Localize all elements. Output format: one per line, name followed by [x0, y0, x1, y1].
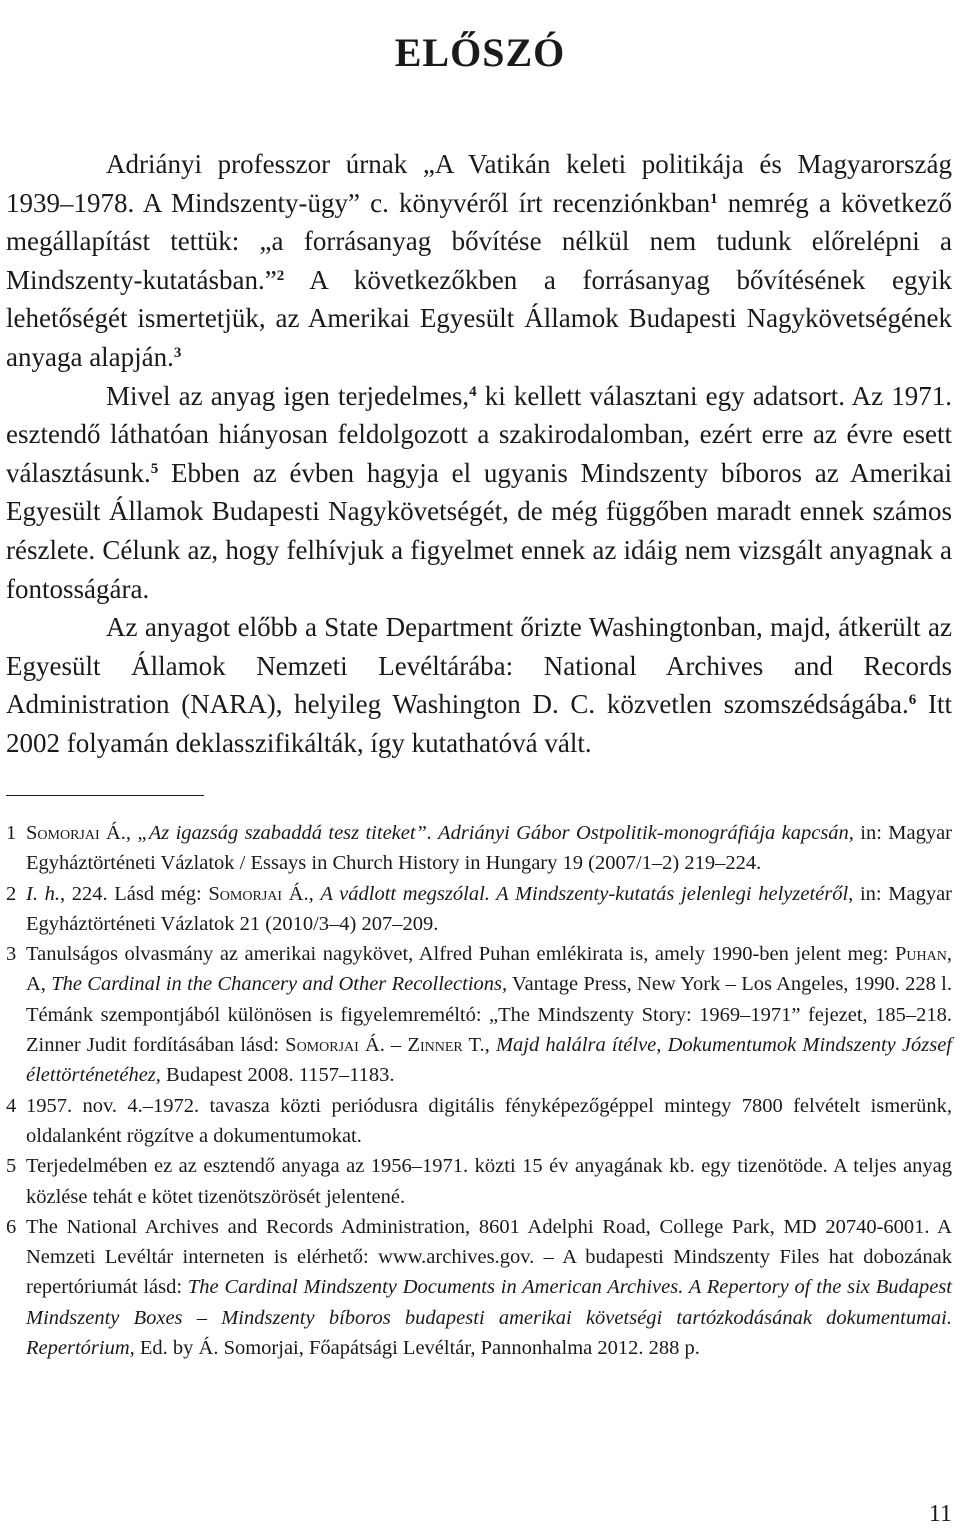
footnote-number: 3: [6, 943, 17, 966]
text-run: ki kellett választani egy adatsort. Az 1971. esztendő láthatóan hiányosan feldolgozott a szakirodalomban, ezért erre az évre esett választásunk.: [6, 380, 952, 488]
author-name: Somorjai Á.: [208, 882, 309, 905]
author-name: Somorjai Á.: [285, 1034, 385, 1057]
footnote-5: [6, 1151, 952, 1212]
footnote-4: [6, 1091, 952, 1152]
footnote-separator: [6, 795, 204, 796]
work-title: Majd halálra ítélve, Dokumentumok Mindszenty József élettörténetéhez,: [26, 1034, 952, 1087]
text-run: ,: [308, 882, 321, 905]
footnote-6: [6, 1212, 952, 1363]
footnote-ref-3: 3: [173, 344, 182, 361]
footnote-text: [26, 1212, 952, 1363]
work-title: The Cardinal in the Chancery and Other Recollections,: [51, 973, 508, 996]
ibid-abbrev: I. h.: [26, 882, 60, 905]
paragraph-1: [6, 145, 952, 377]
author-name: Zinner T.: [407, 1034, 485, 1057]
footnote-ref-4: 4: [469, 383, 477, 400]
footnote-text: Terjedelmében ez az esztendő anyaga az 1956–1971. közti 15 év anyagának kb. egy tizenötöde. A teljes anyag közlése tehát e kötet tizenötszörösét jelentené.: [26, 1155, 952, 1208]
footnote-3: [6, 939, 952, 1090]
chapter-title: ELŐSZÓ: [394, 29, 566, 75]
text-run: Budapest 2008. 1157–1183.: [160, 1064, 395, 1087]
main-text: [6, 145, 952, 763]
text-run: A következőkben a forrásanyag bővítésének egyik lehetőségét ismertetjük, az Amerikai Egyesült Államok Budapesti Nagykövetségének anyaga alapján.: [6, 264, 952, 372]
paragraph-2: [6, 377, 952, 609]
text-run: Adriányi professzor úrnak „A Vatikán keleti politikája és Magyarország 1939–1978. A Mindszenty-ügy” c. könyvéről írt recenziónkban: [6, 149, 952, 218]
text-run: Az anyagot előbb a State Department őrizte Washingtonban, majd, átkerült az Egyesült Államok Nemzeti Levéltárába: National Archives and Records Administration (NARA), helyileg Washington D. C. közvetlen szomszédságába.: [6, 612, 952, 720]
text-run: –: [384, 1034, 408, 1057]
work-title: A vádlott megszólal. A Mindszenty-kutatás jelenlegi helyzetéről,: [320, 882, 854, 905]
footnote-2: [6, 879, 952, 940]
text-run: in: Magyar Egyháztörténeti Vázlatok / Essays in Church History in Hungary 19 (2007/1–2) 219–224.: [26, 822, 953, 875]
footnote-number: 1: [6, 822, 17, 844]
page-number: 11: [928, 1501, 952, 1527]
footnotes: [6, 818, 952, 1363]
footnote-text: [26, 879, 952, 940]
footnote-1: [6, 818, 952, 879]
text-run: ,: [484, 1034, 496, 1057]
work-title: The Cardinal Mindszenty Documents in American Archives. A Repertory of the six Budapest Mindszenty Boxes – Mindszenty bíboros budapesti amerikai követségi tartózkodásának dokumentumai. Repertórium,: [26, 1276, 952, 1360]
footnote-ref-2: 2: [276, 267, 285, 284]
author-name: Puhan: [895, 943, 947, 966]
footnote-number: 4: [6, 1094, 17, 1117]
author-name: Somorjai Á.: [26, 822, 126, 844]
footnote-ref-5: 5: [150, 460, 159, 477]
footnote-text: [26, 939, 952, 1090]
text-run: , A,: [26, 943, 952, 996]
text-run: Ed. by Á. Somorjai, Főapátsági Levéltár, Pannonhalma 2012. 288 p.: [134, 1337, 700, 1360]
text-run: nemrég a következő megállapítást tettük: „a forrásanyag bővítése nélkül nem tudunk előrelépni a Mindszenty-kutatásban.”: [6, 187, 952, 295]
footnote-text: [26, 818, 952, 879]
text-run: Ebben az évben hagyja el ugyanis Mindszenty bíboros az Amerikai Egyesült Államok Budapesti Nagykövetségét, de még függőben maradt ennek számos részlete. Célunk az, hogy felhívjuk a figyelmet ennek az idáig nem vizsgált anyagnak a fontosságára.: [6, 457, 952, 604]
text-run: Itt 2002 folyamán deklasszifikálták, így kutathatóvá vált.: [6, 689, 952, 758]
text-run: in: Magyar Egyháztörténeti Vázlatok 21 (2010/3–4) 207–209.: [26, 882, 952, 935]
text-run: The National Archives and Records Administration, 8601 Adelphi Road, College Park, MD 20740-6001. A Nemzeti Levéltár interneten is elérhető: www.archives.gov. – A budapesti Mindszenty Files hat dobozának repertóriumát lásd:: [26, 1215, 952, 1299]
text-run: ,: [125, 822, 138, 844]
text-run: Vantage Press, New York – Los Angeles, 1990. 228 l. Témánk szempontjából különösen is figyelemreméltó: „The Mindszenty Story: 1969–1971” fejezet, 185–218. Zinner Judit fordításában lásd:: [26, 973, 952, 1057]
text-run: , 224. Lásd még:: [59, 882, 209, 905]
paragraph-3: [6, 608, 952, 762]
work-title: „Az igazság szabaddá tesz titeket”. Adriányi Gábor Ostpolitik-monográfiája kapcsán,: [137, 822, 854, 844]
footnote-ref-1: 1: [710, 190, 718, 207]
text-run: Tanulságos olvasmány az amerikai nagykövet, Alfred Puhan emlékirata is, amely 1990-ben jelent meg:: [26, 943, 896, 966]
footnote-number: 5: [6, 1155, 17, 1178]
footnote-number: 2: [6, 882, 17, 905]
footnote-number: 6: [6, 1215, 17, 1238]
footnote-text: 1957. nov. 4.–1972. tavasza közti periódusra digitális fényképezőgéppel mintegy 7800 felvételt ismerünk, oldalanként rögzítve a dokumentumokat.: [26, 1094, 952, 1147]
footnote-ref-6: 6: [908, 692, 917, 709]
text-run: Mivel az anyag igen terjedelmes,: [106, 380, 470, 411]
